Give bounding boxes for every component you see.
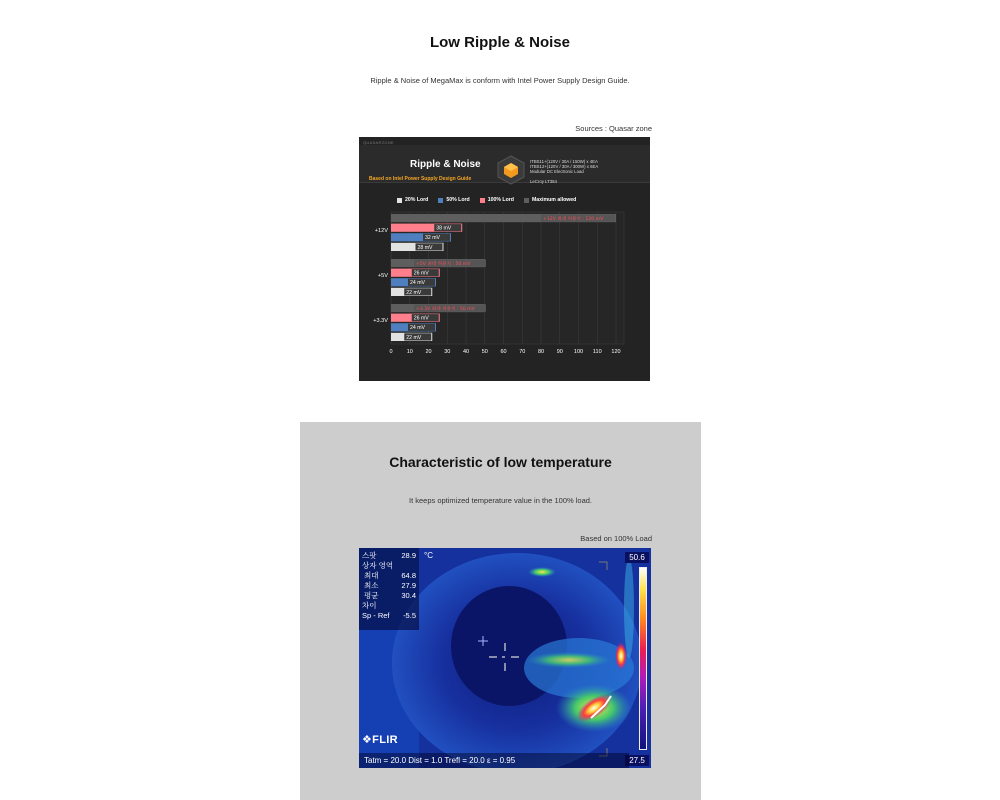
value-label: 28 mV — [417, 244, 433, 251]
ripple-noise-title: Low Ripple & Noise — [429, 34, 570, 51]
legend-label: 100% Lord — [487, 197, 514, 203]
x-tick-label: 30 — [444, 349, 451, 355]
legend-item-20-load — [397, 197, 428, 203]
value-label: 32 mV — [425, 235, 440, 242]
measurement-label: 스팟 — [362, 551, 377, 560]
measurement-value: -5.5 — [403, 611, 416, 620]
spec-line: LeCroy LT354 — [530, 178, 557, 184]
spec-line: ITBS11+(120V / 30A / 150W) x 4EA — [530, 159, 598, 164]
value-label: 22 mV — [406, 334, 422, 341]
category-label: +5V — [377, 273, 388, 280]
panel-brand-text: QUASARZONE — [363, 140, 395, 145]
value-label: 38 mV — [436, 225, 452, 232]
temperature-unit: °C — [424, 551, 433, 560]
measurement-row-box-area — [362, 561, 416, 571]
measurement-label: 평균 — [364, 591, 379, 600]
hexagon-logo-icon — [496, 154, 526, 186]
chart-title: Ripple & Noise — [410, 159, 481, 170]
x-tick-label: 0 — [389, 349, 393, 355]
x-tick-label: 60 — [500, 349, 507, 355]
measurement-row-avg — [362, 591, 416, 601]
ripple-noise-chart-panel — [359, 137, 650, 381]
x-tick-label: 120 — [611, 349, 621, 355]
scale-max-value: 50.6 — [625, 552, 649, 563]
low-temperature-section — [300, 422, 701, 800]
measurement-label: 차이 — [362, 601, 377, 610]
measurement-row-diff — [362, 601, 416, 611]
spec-line: ITBS12+(120V / 30A / 300W) x 6EA — [530, 164, 599, 170]
category-label: +3.3V — [373, 318, 388, 325]
flir-logo: ❖FLIR — [362, 734, 398, 746]
test-equipment-specs — [530, 159, 645, 184]
measurement-value: 27.9 — [401, 581, 416, 590]
low-temperature-description: It keeps optimized temperature value in the 100% load. — [408, 496, 593, 505]
legend-label: Maximum allowed — [531, 197, 577, 203]
legend-label: 50% Lord — [446, 197, 470, 203]
x-tick-label: 90 — [556, 349, 563, 355]
legend-item-100-load — [480, 197, 514, 203]
category-label: +12V — [374, 228, 388, 235]
value-label: 26 mV — [413, 270, 429, 277]
measurement-value: 64.8 — [401, 571, 416, 580]
x-tick-label: 100 — [573, 349, 584, 355]
legend-swatch — [397, 198, 402, 203]
scale-min-value: 27.5 — [625, 755, 649, 766]
flir-logo-text: FLIR — [372, 734, 398, 746]
value-label: 26 mV — [413, 315, 429, 322]
low-temperature-title: Characteristic of low temperature — [389, 454, 612, 470]
measurement-row-min — [362, 581, 416, 591]
legend-swatch — [438, 198, 443, 203]
temperature-color-scale — [639, 567, 647, 750]
value-label: 24 mV — [410, 325, 425, 332]
measurement-value: 30.4 — [401, 591, 416, 600]
legend-item-50-load — [438, 197, 469, 203]
measurement-label: 최대 — [364, 571, 379, 580]
measurement-label: 최소 — [364, 581, 379, 590]
legend-item-maximum-allowed — [524, 197, 576, 203]
measurement-row-spot — [362, 551, 416, 561]
source-note: Sources : Quasar zone — [575, 124, 652, 133]
camera-parameters-bar: Tatm = 20.0 Dist = 1.0 Trefl = 20.0 ε = 0.95 — [359, 753, 629, 768]
chart-subtitle: Based on Intel Power Supply Design Guide — [369, 176, 472, 182]
ripple-noise-bar-chart — [359, 207, 650, 381]
measurement-row-sp-ref — [362, 611, 416, 621]
value-label: 24 mV — [410, 280, 425, 287]
x-tick-label: 70 — [519, 349, 526, 355]
value-label: 22 mV — [406, 289, 422, 296]
chart-legend — [397, 197, 576, 203]
legend-swatch — [480, 198, 485, 203]
max-allowed-label: +12V 최대 허용치 : 120 mV — [543, 217, 604, 222]
measurement-value: 28.9 — [401, 551, 416, 560]
measurement-label: 상자 영역 — [362, 561, 394, 570]
load-basis-note: Based on 100% Load — [580, 534, 652, 543]
ripple-noise-description: Ripple & Noise of MegaMax is conform with Intel Power Supply Design Guide. — [370, 76, 630, 85]
x-tick-label: 40 — [462, 349, 470, 355]
x-tick-label: 50 — [481, 349, 488, 355]
legend-label: 20% Lord — [405, 197, 429, 203]
measurement-readout — [359, 548, 419, 630]
measurement-row-max — [362, 571, 416, 581]
max-allowed-label: +3.3V 최대 허용치 : 50 mV — [416, 307, 475, 312]
chart-header — [359, 145, 650, 183]
thermal-image — [359, 548, 651, 768]
x-tick-label: 10 — [406, 349, 413, 355]
max-allowed-label: +5V 최대 허용치 : 50 mV — [416, 262, 471, 267]
legend-swatch — [524, 198, 529, 203]
x-tick-label: 20 — [425, 349, 432, 355]
spec-line: Modular DC Electronic Load — [530, 169, 584, 175]
measurement-label: Sp - Ref — [362, 611, 390, 620]
x-tick-label: 110 — [592, 349, 602, 355]
x-tick-label: 80 — [537, 349, 545, 355]
